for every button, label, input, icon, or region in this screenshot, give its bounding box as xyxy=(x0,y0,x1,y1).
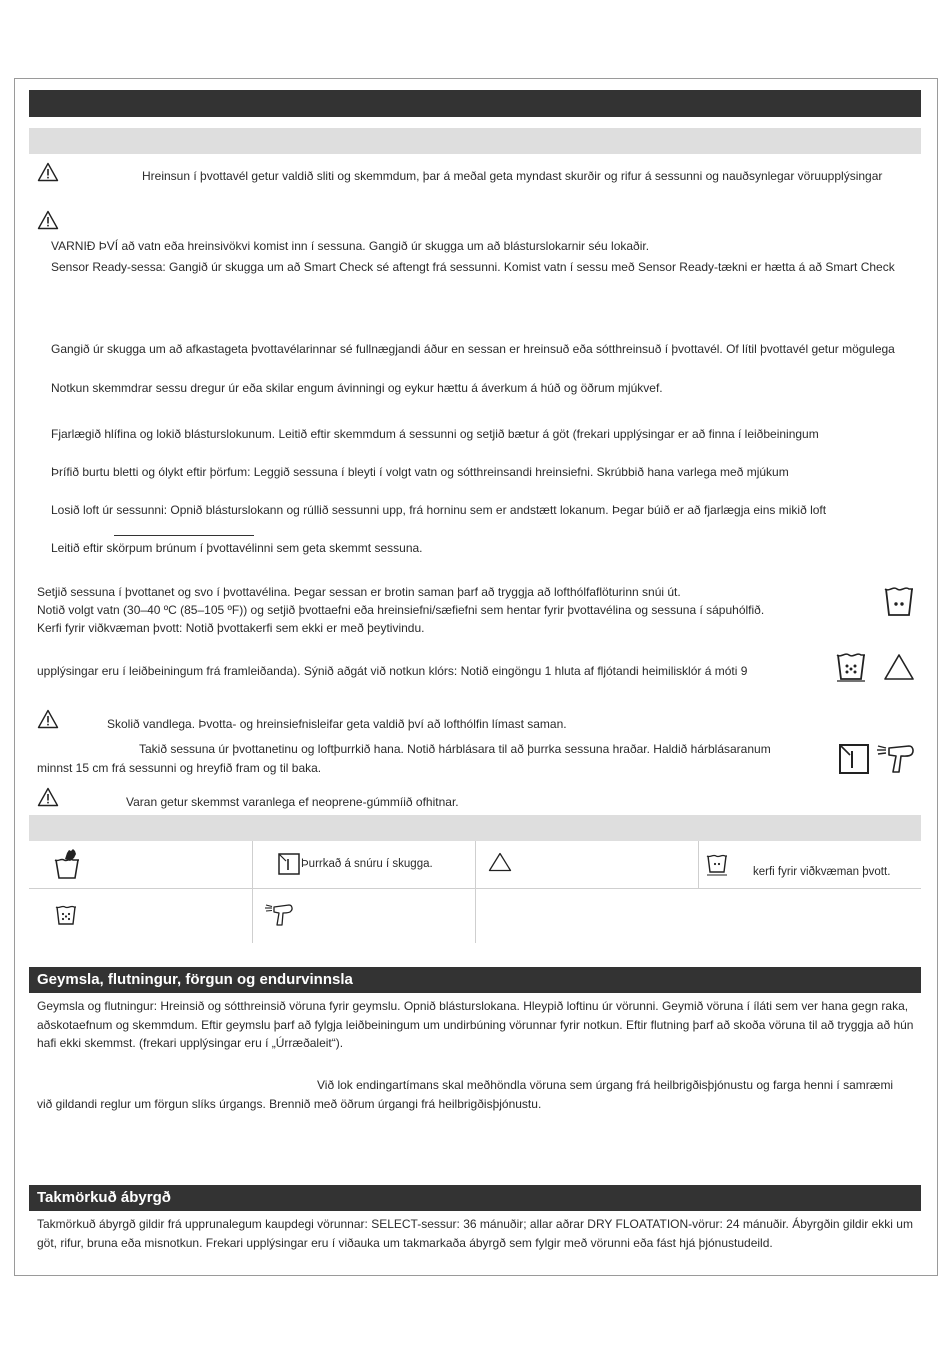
caution-text-sensor: Sensor Ready-sessa: Gangið úr skugga um að Smart Check sé aftengt frá sessunni. Komist vatn í sessu með Sensor Ready-tækni er hætta á að Smart Check xyxy=(51,260,895,274)
section-header-cleaning xyxy=(29,90,921,117)
bleach-triangle-icon xyxy=(488,852,512,872)
caution-text-water: VARNIÐ ÞVÍ að vatn eða hreinsivökvi komist inn í sessuna. Gangið úr skugga um að blásturslokarnir séu lokaðir. xyxy=(51,239,650,253)
disposal-text-line2: við gildandi reglur um förgun slíks úrgangs. Brennið með öðrum úrgangi frá heilbrigðisþjónustu. xyxy=(37,1097,542,1111)
table-divider xyxy=(698,841,699,888)
wash-tub-delicate-icon xyxy=(55,903,77,927)
underline-rule xyxy=(114,535,254,536)
warranty-paragraph: Takmörkuð ábyrgð gildir frá upprunalegum kaupdegi vörunnar: SELECT-sessur: 36 mánuðir; allar aðrar DRY FLOATATION-vörur: 24 mánuðir. Ábyrgðin gildir ekki um göt, rifur, bruna eða misnotkun. Frekari upplýsingar eru í viðauka um takmarkaða ábyrgð sem fylgir með vörunni eða fást hjá þjónustudeild. xyxy=(37,1217,913,1250)
wash-tub-delicate-icon xyxy=(706,852,728,876)
warning-triangle-icon xyxy=(37,787,59,807)
wash-delicate-text: Kerfi fyrir viðkvæman þvott: Notið þvottakerfi sem ekki er með þeytivindu. xyxy=(37,621,425,635)
step-stains: Þrífið burtu bletti og ólykt eftir þörfum: Leggið sessuna í bleyti í volgt vatn og sótthreinsandi hreinsiefni. Skrúbbið hana varlega með mjúkum xyxy=(51,465,789,479)
wash-tub-icon xyxy=(883,583,915,617)
dry-text-line1: Takið sessuna úr þvottanetinu og loftþurrkið hana. Notið hárblásara til að þurrka sessuna hraðar. Haldið hárblásaranum xyxy=(139,742,771,756)
wash-temperature-text: Notið volgt vatn (30–40 ºC (85–105 ºF)) og setjið þvottaefni eða hreinsiefni/sæfiefni sem hentar fyrir þvottavélina og sessuna í sápuhólfið. xyxy=(37,603,765,617)
hand-wash-icon xyxy=(53,848,81,880)
storage-paragraph: Geymsla og flutningur: Hreinsið og sótthreinsið vöruna fyrir geymslu. Opnið blásturslokana. Hleypið loftinu úr vörunni. Geymið vöruna í íláti sem ver hana gegn raka, aðskotaefnum og skemmdum. Eftir geymslu þarf að fylgja leiðbeiningum um undirbúning vörunnar fyrir notkun. Eftir flutning þarf að skoða vöruna til að tryggja að hún hafi ekki skemmst. (frekari upplýsingar eru í „Úrræðaleit“). xyxy=(37,999,914,1050)
table-divider xyxy=(252,841,253,943)
bleach-triangle-icon xyxy=(883,653,915,681)
step-remove-cover: Fjarlægið hlífina og lokið blásturslokunum. Leitið eftir skemmdum á sessunni og setjið bætur á göt (frekari upplýsingar er að finna í leiðbeiningum xyxy=(51,427,819,441)
warning-triangle-icon xyxy=(37,709,59,729)
disposal-text-line1: Við lok endingartímans skal meðhöndla vöruna sem úrgang frá heilbrigðisþjónustu og farga henni í samræmi xyxy=(317,1078,894,1092)
wash-net-text: Setjið sessuna í þvottanet og svo í þvottavélina. Þegar sessan er brotin saman þarf að tryggja að lofthólfaflöturinn snúi út. xyxy=(37,585,681,599)
line-dry-label: Þurrkað á snúru í skugga. xyxy=(301,858,433,870)
chlorine-text: upplýsingar eru í leiðbeiningum frá framleiðanda). Sýnið aðgát við notkun klórs: Notið eingöngu 1 hluta af fljótandi heimilisklór á móti 9 xyxy=(37,664,748,678)
delicate-label: kerfi fyrir viðkvæman þvott. xyxy=(753,866,891,878)
table-divider xyxy=(29,888,921,889)
line-dry-shade-icon xyxy=(278,853,300,875)
caution-triangle-icon xyxy=(37,210,59,230)
step-deflate: Losið loft úr sessunni: Opnið blásturslokann og rúllið sessunni upp, frá horninu sem er andstætt lokanum. Þegar búið er að fjarlægja eins mikið loft xyxy=(51,503,827,517)
storage-heading: Geymsla, flutningur, förgun og endurvinnsla xyxy=(29,967,921,993)
warning-triangle-icon xyxy=(37,162,59,182)
subsection-header-machine-wash xyxy=(29,128,921,154)
step-capacity: Gangið úr skugga um að afkastageta þvottavélarinnar sé fullnægjandi áður en sessan er hreinsuð eða sótthreinsuð í þvottavél. Of lítil þvottavél getur mögulega xyxy=(51,342,895,356)
symbols-table-header xyxy=(29,815,921,841)
step-sharp-edges: Leitið eftir skörpum brúnum í þvottavélinni sem geta skemmt sessuna. xyxy=(51,541,423,555)
dry-text-line2: minnst 15 cm frá sessunni og hreyfið fram og til baka. xyxy=(37,761,322,775)
hair-dryer-icon xyxy=(875,743,915,775)
table-divider xyxy=(475,841,476,943)
hair-dryer-icon xyxy=(264,903,294,927)
overheat-text: Varan getur skemmst varanlega ef neoprene-gúmmíið ofhitnar. xyxy=(126,795,459,809)
wash-tub-delicate-icon xyxy=(835,650,867,682)
line-dry-shade-icon xyxy=(838,743,870,775)
warning-text-wear: Hreinsun í þvottavél getur valdið sliti og skemmdum, þar á meðal geta myndast skurðir og rifur á sessunni og nauðsynlegar vöruupplýsingar xyxy=(142,169,883,183)
rinse-text: Skolið vandlega. Þvotta- og hreinsiefnisleifar geta valdið því að lofthólfin límast saman. xyxy=(107,717,567,731)
warranty-heading: Takmörkuð ábyrgð xyxy=(29,1185,921,1211)
step-damaged: Notkun skemmdrar sessu dregur úr eða skilar engum ávinningi og eykur hættu á áverkum á húð og öðrum mjúkvef. xyxy=(51,381,663,395)
